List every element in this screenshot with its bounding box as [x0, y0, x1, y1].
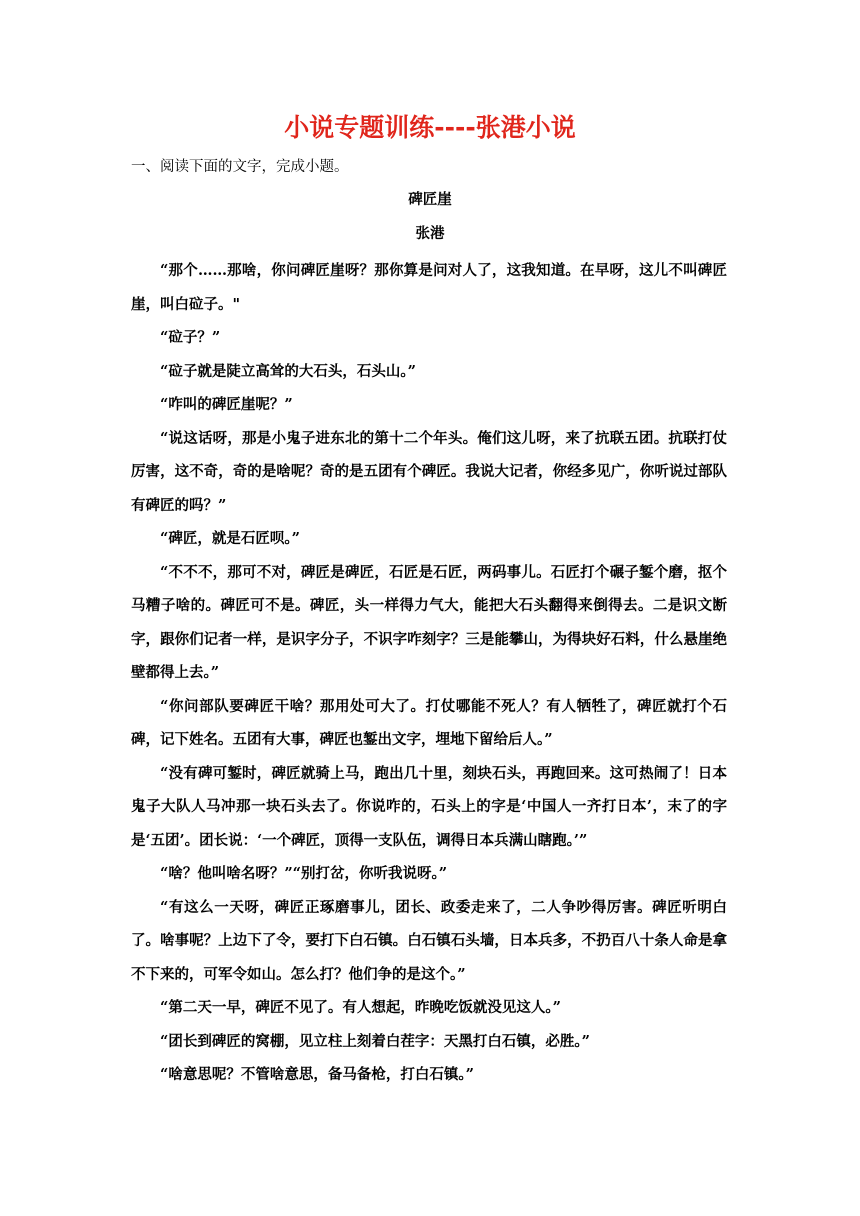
- story-title: 碑匠崖: [408, 191, 452, 208]
- paragraph: “你问部队要碑匠干啥？那用处可大了。打仗哪能不死人？有人牺牲了，碑匠就打个石碑，记下姓名。五团有大事，碑匠也錾出文字，埋地下留给后人。”: [131, 697, 727, 748]
- paragraph: “碑匠，就是石匠呗。”: [160, 530, 300, 547]
- paragraph: “啥？他叫啥名呀？”“别打岔，你听我说呀。”: [160, 865, 448, 882]
- paragraph: “第二天一早，碑匠不见了。有人想起，昨晚吃饭就没见这人。”: [160, 999, 561, 1016]
- story-body: [131, 254, 727, 1092]
- paragraph: “不不不，那可不对，碑匠是碑匠，石匠是石匠，两码事儿。石匠打个碾子錾个磨，抠个马糟子啥的。碑匠可不是。碑匠，头一样得力气大，能把大石头翻得来倒得去。二是识文断字，跟你们记者一样，是识字分子，不识字咋刻字？三是能攀山，为得块好石料，什么悬崖绝壁都得上去。”: [131, 563, 727, 681]
- paragraph: “砬子就是陡立高耸的大石头，石头山。”: [160, 362, 416, 380]
- story-author: 张港: [415, 225, 445, 242]
- paragraph: “砬子？”: [160, 329, 221, 346]
- paragraph: “咋叫的碑匠崖呢？”: [160, 396, 293, 413]
- paragraph: “没有碑可錾时，碑匠就骑上马，跑出几十里，刻块石头，再跑回来。这可热闹了！日本鬼子大队人马冲那一块石头去了。你说咋的，石头上的字是‘中国人一齐打日本’，末了的字是‘五团’。团长说：‘一个碑匠，顶得一支队伍，调得日本兵满山瞎跑。’”: [131, 764, 727, 849]
- paragraph: “啥意思呢？不管啥意思，备马备枪，打白石镇。”: [160, 1066, 474, 1083]
- document-title: 小说专题训练----张港小说: [284, 113, 576, 142]
- paragraph: “说这话呀，那是小鬼子进东北的第十二个年头。俺们这儿呀，来了抗联五团。抗联打仗厉害，这不奇，奇的是啥呢？奇的是五团有个碑匠。我说大记者，你经多见广，你听说过部队有碑匠的吗？”: [131, 429, 727, 514]
- question-heading: 一、阅读下面的文字，完成小题。: [131, 159, 349, 175]
- paragraph: “团长到碑匠的窝棚，见立柱上刻着白茬字：天黑打白石镇，必胜。”: [160, 1032, 590, 1050]
- paragraph: “那个……那啥，你问碑匠崖呀？那你算是问对人了，这我知道。在早呀，这儿不叫碑匠崖，叫白砬子。": [131, 262, 727, 313]
- paragraph: “有这么一天呀，碑匠正琢磨事儿，团长、政委走来了，二人争吵得厉害。碑匠听明白了。啥事呢？上边下了令，要打下白石镇。白石镇石头墙，日本兵多，不扔百八十条人命是拿不下来的，可军令如山。怎么打？他们争的是这个。”: [131, 898, 727, 983]
